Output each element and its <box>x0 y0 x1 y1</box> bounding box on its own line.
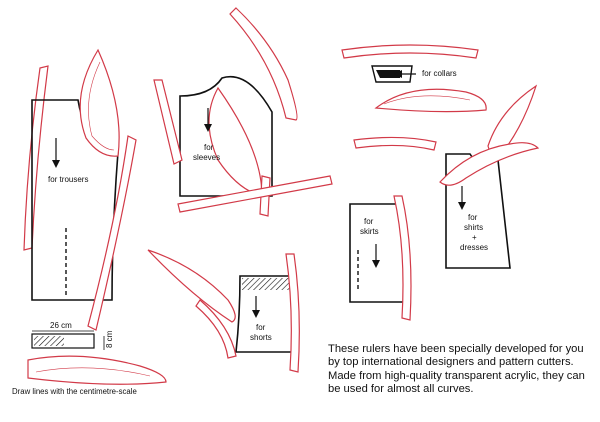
height-dimension-label: 8 cm <box>105 330 114 348</box>
shirts-arrowhead <box>458 202 466 210</box>
collars-group <box>342 45 486 112</box>
sleeves-group <box>154 8 332 216</box>
collars-lower-ruler <box>376 89 486 111</box>
skirts-label-line2: skirts <box>360 227 379 236</box>
shorts-leaf-ruler <box>148 250 235 322</box>
trousers-side-ruler <box>88 136 136 330</box>
trousers-curve-ruler <box>80 50 119 156</box>
scale-block-hatch <box>34 336 64 346</box>
scale-caption: Draw lines with the centimetre-scale <box>12 387 137 396</box>
shorts-group <box>148 250 299 372</box>
shorts-ruler <box>286 254 299 372</box>
description-text: These rulers have been specially developed for you by top international designers and pattern cutters. Made from high-quality transparent acrylic, they can be used for almost all curves. <box>328 343 585 396</box>
centimetre-scale-group <box>28 321 166 384</box>
trousers-straight-ruler <box>24 66 48 250</box>
width-dimension-label: 26 cm <box>50 321 72 330</box>
shorts-label-line1: for <box>256 323 266 332</box>
sleeves-label-line2: sleeves <box>193 153 221 162</box>
skirts-arrowhead <box>372 260 380 268</box>
trousers-arrowhead <box>52 160 60 168</box>
sleeves-curve-ruler <box>230 8 297 120</box>
shirts-label-line3: + <box>472 233 477 242</box>
shorts-arrowhead <box>252 310 260 318</box>
shirts-curve-ruler <box>440 143 538 186</box>
sleeves-left-ruler <box>154 80 182 164</box>
shorts-label-line2: shorts <box>250 333 272 342</box>
trousers-label: for trousers <box>48 175 89 184</box>
shirts-side-ruler <box>354 137 436 150</box>
shirts-group <box>354 86 538 268</box>
collars-label: for collars <box>422 69 457 78</box>
collars-top-ruler <box>342 45 478 58</box>
skirts-group <box>350 196 411 320</box>
sleeves-leaf-ruler <box>209 88 262 196</box>
skirts-label-line1: for <box>364 217 374 226</box>
shirts-label-line2: shirts <box>464 223 484 232</box>
shirts-label-line4: dresses <box>460 243 489 252</box>
sleeves-label-line1: for <box>204 143 214 152</box>
shorts-waistband <box>242 278 294 290</box>
trousers-group <box>24 50 136 330</box>
shirts-label-line1: for <box>468 213 478 222</box>
